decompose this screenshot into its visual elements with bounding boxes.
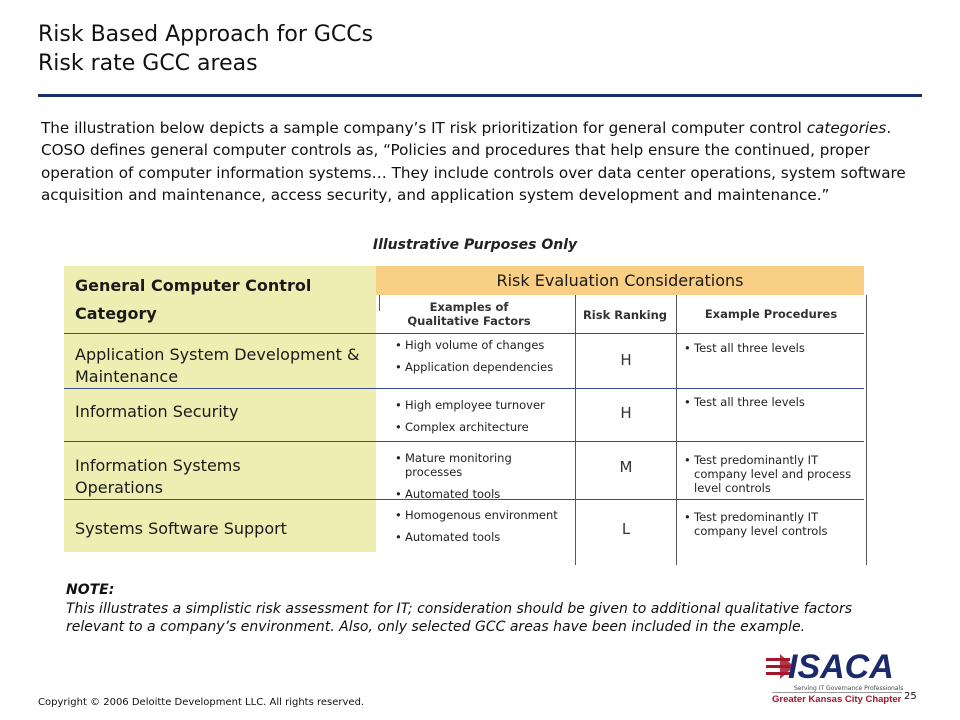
factor-item: • Automated tools bbox=[395, 487, 535, 501]
row-divider bbox=[64, 388, 864, 389]
risk-ranking: H bbox=[620, 404, 632, 422]
factors-list bbox=[395, 338, 573, 374]
procedure-item: • Test all three levels bbox=[684, 341, 862, 355]
category-application-system: Application System Development & Maintenance bbox=[75, 345, 360, 386]
risk-ranking: H bbox=[620, 351, 632, 369]
factor-item: • Mature monitoring processes bbox=[395, 451, 535, 479]
factor-item: • High employee turnover bbox=[395, 398, 573, 412]
category-header-label: General Computer Control Category bbox=[75, 276, 312, 323]
illustrative-caption: Illustrative Purposes Only bbox=[372, 237, 578, 253]
procedures-list bbox=[684, 453, 852, 495]
title-line-1: Risk Based Approach for GCCs bbox=[38, 22, 374, 47]
category-systems-software-support: Systems Software Support bbox=[75, 519, 287, 538]
category-column-header bbox=[75, 272, 365, 328]
factors-list bbox=[395, 398, 573, 434]
slide-title bbox=[38, 20, 373, 78]
procedures-subheader: Example Procedures bbox=[704, 307, 838, 321]
risk-ranking: L bbox=[621, 520, 631, 538]
title-line-2: Risk rate GCC areas bbox=[38, 51, 258, 76]
note-title: NOTE: bbox=[66, 582, 115, 598]
logo-rule bbox=[772, 692, 902, 693]
factors-list bbox=[395, 451, 535, 501]
column-divider bbox=[676, 295, 677, 565]
risk-evaluation-header: Risk Evaluation Considerations bbox=[376, 266, 864, 295]
risk-ranking: M bbox=[619, 458, 633, 476]
procedures-list bbox=[684, 510, 854, 538]
chapter-name: Greater Kansas City Chapter bbox=[772, 694, 902, 705]
intro-part-2: . COSO defines general computer controls as, “Policies and procedures that help ensure the continued, proper operation of computer information systems… They include controls over data center operations, system software acquisition and maintenance, access security, and application system development and maintenance.” bbox=[41, 119, 906, 205]
intro-part-1: The illustration below depicts a sample company’s IT risk prioritization for general computer control bbox=[41, 119, 807, 137]
isaca-logo bbox=[762, 648, 902, 704]
category-information-security: Information Security bbox=[75, 402, 239, 421]
page-number: 25 bbox=[904, 691, 917, 702]
isaca-tagline: Serving IT Governance Professionals bbox=[794, 685, 904, 692]
category-information-systems-operations: Information Systems Operations bbox=[75, 456, 241, 497]
factor-item: • High volume of changes bbox=[395, 338, 573, 352]
intro-emphasis: categories bbox=[806, 119, 887, 137]
title-divider bbox=[38, 94, 922, 97]
note-body: This illustrates a simplistic risk assessment for IT; consideration should be given to additional qualitative factors relevant to a company’s environment. Also, only selected GCC areas have been included in the example. bbox=[66, 601, 853, 635]
procedures-list bbox=[684, 395, 862, 409]
row-divider bbox=[64, 441, 864, 442]
column-divider bbox=[379, 295, 380, 311]
intro-paragraph bbox=[41, 117, 921, 207]
procedure-item: • Test predominantly IT company level controls bbox=[684, 510, 854, 538]
procedures-list bbox=[684, 341, 862, 355]
factor-item: • Application dependencies bbox=[395, 360, 573, 374]
copyright-text: Copyright © 2006 Deloitte Development LLC. All rights reserved. bbox=[38, 697, 365, 708]
procedure-item: • Test predominantly IT company level and process level controls bbox=[684, 453, 852, 495]
ranking-subheader: Risk Ranking bbox=[582, 308, 668, 322]
procedure-item: • Test all three levels bbox=[684, 395, 862, 409]
row-divider bbox=[64, 333, 864, 334]
factor-item: • Homogenous environment bbox=[395, 508, 573, 522]
column-divider bbox=[866, 295, 867, 565]
isaca-wordmark: ISACA bbox=[788, 648, 894, 686]
factor-item: • Automated tools bbox=[395, 530, 573, 544]
factors-subheader: Examples of Qualitative Factors bbox=[407, 300, 531, 328]
factors-list bbox=[395, 508, 573, 544]
factor-item: • Complex architecture bbox=[395, 420, 573, 434]
